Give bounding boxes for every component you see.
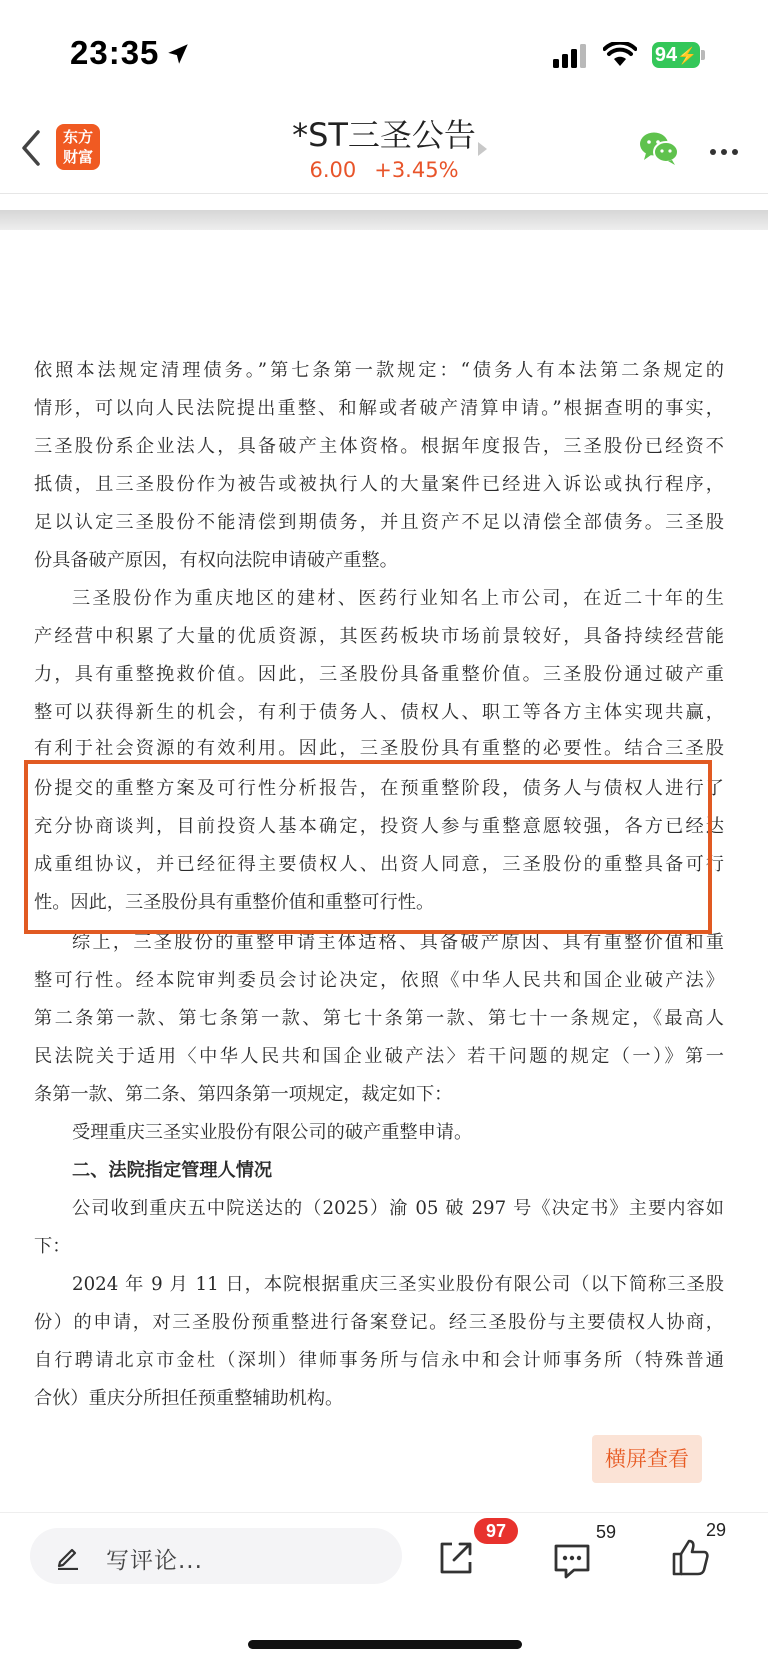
doc-line: 抵债，且三圣股份作为被告或被执行人的大量案件已经进入诉讼或执行程序， [34, 474, 724, 495]
battery-indicator: 94⚡ [652, 42, 700, 68]
doc-line: 充分协商谈判，目前投资人基本确定，投资人参与重整意愿较强，各方已经达 [34, 816, 724, 837]
battery-level: 94 [654, 44, 678, 66]
bottom-divider [0, 1512, 768, 1513]
doc-line: 综上，三圣股份的重整申请主体适格、具备破产原因、具有重整价值和重 [72, 932, 724, 953]
doc-line: 公司收到重庆五中院送达的（2025）渝 05 破 297 号《决定书》主要内容如 [72, 1198, 724, 1219]
like-count: 29 [706, 1520, 727, 1540]
time-text: 23:35 [70, 34, 160, 71]
doc-line: 下： [34, 1236, 71, 1257]
doc-line: 有利于社会资源的有效利用。因此，三圣股份具有重整的必要性。结合三圣股 [34, 738, 724, 759]
page-title: *ST三圣公告 [292, 116, 476, 154]
logo-line-2: 财富 [62, 148, 93, 166]
comment-icon[interactable] [552, 1540, 592, 1580]
doc-line: 第二条第一款、第七条第一款、第七十条第一款、第七十一条规定，《最高人 [34, 1008, 724, 1029]
doc-line: 2024 年 9 月 11 日，本院根据重庆三圣实业股份有限公司（以下简称三圣股 [72, 1274, 724, 1295]
doc-line: 自行聘请北京市金杜（深圳）律师事务所与信永中和会计师事务所（特殊普通 [34, 1350, 724, 1371]
doc-line: 依照本法规定清理债务。”第七条第一款规定：“债务人有本法第二条规定的 [34, 360, 724, 381]
highlight-annotation-box [24, 760, 712, 934]
doc-line: 力，具有重整挽救价值。因此，三圣股份具备重整价值。三圣股份通过破产重 [34, 664, 724, 685]
thumbs-up-icon[interactable] [670, 1536, 712, 1578]
comment-placeholder: 写评论... [106, 1548, 203, 1574]
stock-change: +3.45% [374, 158, 459, 182]
doc-line: 整可行性。经本院审判委员会讨论决定，依照《中华人民共和国企业破产法》 [34, 970, 724, 991]
doc-line: 产经营中积累了大量的优质资源，其医药板块市场前景较好，具备持续经营能 [34, 626, 724, 647]
share-count-badge: 97 [474, 1518, 518, 1544]
stock-price: 6.00 [309, 158, 357, 182]
comment-input[interactable] [30, 1528, 402, 1584]
pencil-icon [54, 1542, 82, 1570]
doc-line: 整可以获得新生的机会，有利于债务人、债权人、职工等各方主体实现共赢， [34, 702, 724, 723]
logo-line-1: 东方 [62, 128, 93, 146]
landscape-view-button[interactable]: 横屏查看 [592, 1435, 702, 1483]
doc-line: 份提交的重整方案及可行性分析报告，在预重整阶段，债务人与债权人进行了 [34, 778, 724, 799]
doc-line: 合伙）重庆分所担任预重整辅助机构。 [34, 1388, 344, 1409]
doc-line: 民法院关于适用〈中华人民共和国企业破产法〉若干问题的规定（一）》第一 [34, 1046, 724, 1067]
section-heading: 二、法院指定管理人情况 [72, 1160, 273, 1181]
doc-line: 足以认定三圣股份不能清偿到期债务，并且资产不足以清偿全部债务。三圣股 [34, 512, 724, 533]
comment-count: 59 [596, 1522, 617, 1542]
doc-line: 份）的申请，对三圣股份预重整进行备案登记。经三圣股份与主要债权人协商， [34, 1312, 724, 1333]
doc-line: 成重组协议，并已经征得主要债权人、出资人同意，三圣股份的重整具备可行 [34, 854, 724, 875]
home-indicator [248, 1640, 522, 1649]
doc-line: 条第一款、第二条、第四条第一项规定，裁定如下： [34, 1084, 453, 1105]
doc-line: 性。因此，三圣股份具有重整价值和重整可行性。 [34, 892, 435, 913]
doc-line: 受理重庆三圣实业股份有限公司的破产重整申请。 [72, 1122, 473, 1143]
doc-line: 情形，可以向人民法院提出重整、和解或者破产清算申请。”根据查明的事实， [34, 398, 724, 419]
doc-line: 三圣股份系企业法人，具备破产主体资格。根据年度报告，三圣股份已经资不 [34, 436, 724, 457]
share-icon[interactable] [436, 1538, 476, 1578]
doc-line: 份具备破产原因，有权向法院申请破产重整。 [34, 550, 398, 571]
doc-line: 三圣股份作为重庆地区的建材、医药行业知名上市公司，在近二十年的生 [72, 588, 724, 609]
